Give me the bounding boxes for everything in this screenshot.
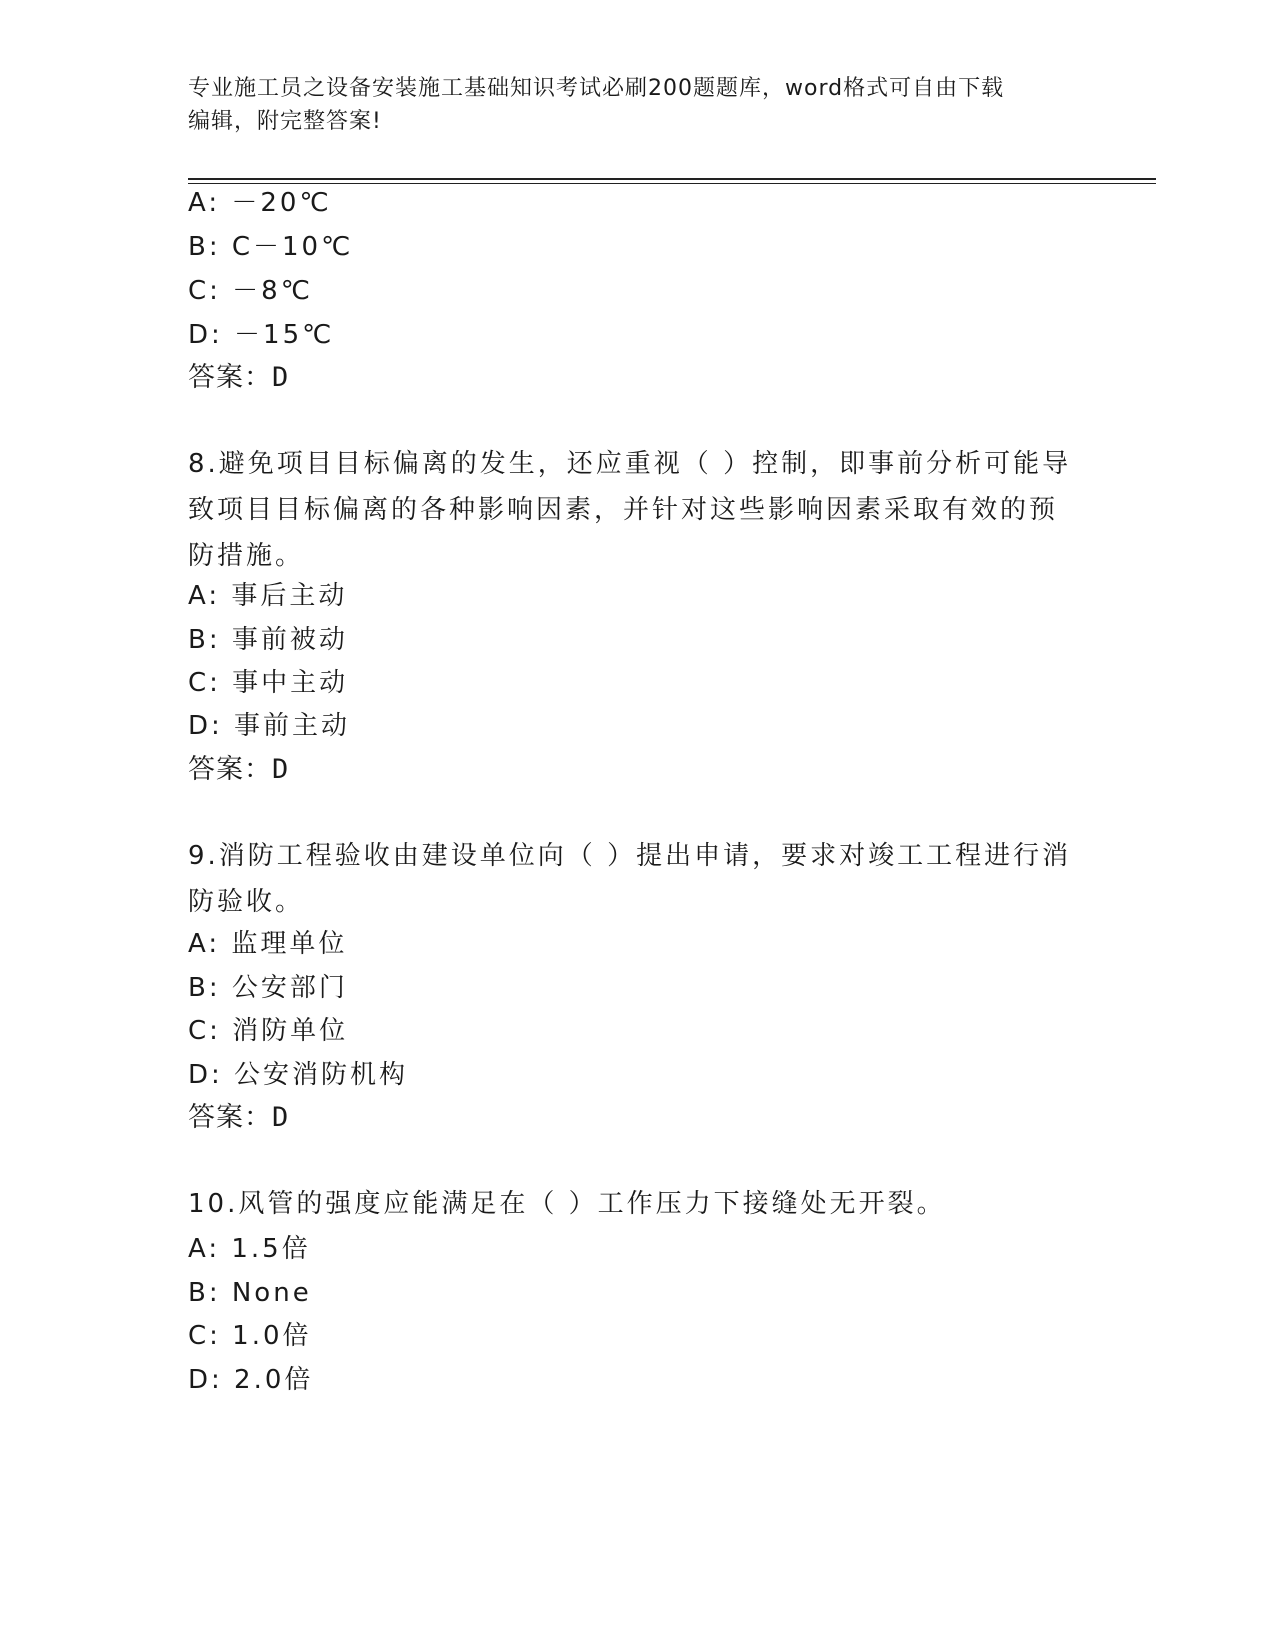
header-divider-thick xyxy=(188,178,1156,180)
q10-option-b: B: None xyxy=(188,1278,312,1308)
q10-option-c: C: 1.0倍 xyxy=(188,1321,312,1351)
q9-stem-line-1: 9.消防工程验收由建设单位向（ ）提出申请，要求对竣工工程进行消 xyxy=(188,841,1072,871)
q7-option-d: D: －15℃ xyxy=(188,320,335,350)
q8-answer-label: 答案： xyxy=(188,754,272,785)
q10-option-a: A: 1.5倍 xyxy=(188,1234,311,1264)
q10-stem xyxy=(188,1181,1088,1227)
q9-stem-line-2: 防验收。 xyxy=(188,887,305,917)
q10-option-d: D: 2.0倍 xyxy=(188,1365,314,1395)
header-line-2: 编辑，附完整答案! xyxy=(188,109,382,134)
q9-stem xyxy=(188,833,1088,925)
q9-answer-value: D xyxy=(272,1102,290,1133)
q8-option-b: B: 事前被动 xyxy=(188,625,348,655)
q7-option-c: C: －8℃ xyxy=(188,276,313,306)
q9-option-b: B: 公安部门 xyxy=(188,973,348,1003)
q7-option-b: B: C－10℃ xyxy=(188,232,354,262)
header-line-1: 专业施工员之设备安装施工基础知识考试必刷200题题库，word格式可自由下载 xyxy=(188,76,1005,101)
q8-stem-line-2: 致项目目标偏离的各种影响因素，并针对这些影响因素采取有效的预 xyxy=(188,495,1059,525)
q8-answer xyxy=(188,755,289,785)
q8-stem-line-1: 8.避免项目目标偏离的发生，还应重视（ ）控制，即事前分析可能导 xyxy=(188,449,1072,479)
q8-stem-line-3: 防措施。 xyxy=(188,541,305,571)
q7-answer-value: D xyxy=(272,362,290,393)
document-header xyxy=(188,72,1088,138)
q8-option-d: D: 事前主动 xyxy=(188,711,351,741)
header-divider-thin xyxy=(188,183,1156,184)
q9-answer-label: 答案： xyxy=(188,1102,272,1133)
q7-option-a: A: －20℃ xyxy=(188,188,332,218)
q8-option-c: C: 事中主动 xyxy=(188,668,349,698)
q7-answer xyxy=(188,363,289,393)
q9-option-a: A: 监理单位 xyxy=(188,929,348,959)
q9-option-d: D: 公安消防机构 xyxy=(188,1060,409,1090)
q7-answer-label: 答案： xyxy=(188,362,272,393)
q8-answer-value: D xyxy=(272,754,290,785)
q8-stem xyxy=(188,441,1088,579)
q8-option-a: A: 事后主动 xyxy=(188,581,348,611)
q10-stem-line-1: 10.风管的强度应能满足在（ ）工作压力下接缝处无开裂。 xyxy=(188,1189,946,1219)
q9-answer xyxy=(188,1103,289,1133)
q9-option-c: C: 消防单位 xyxy=(188,1016,349,1046)
